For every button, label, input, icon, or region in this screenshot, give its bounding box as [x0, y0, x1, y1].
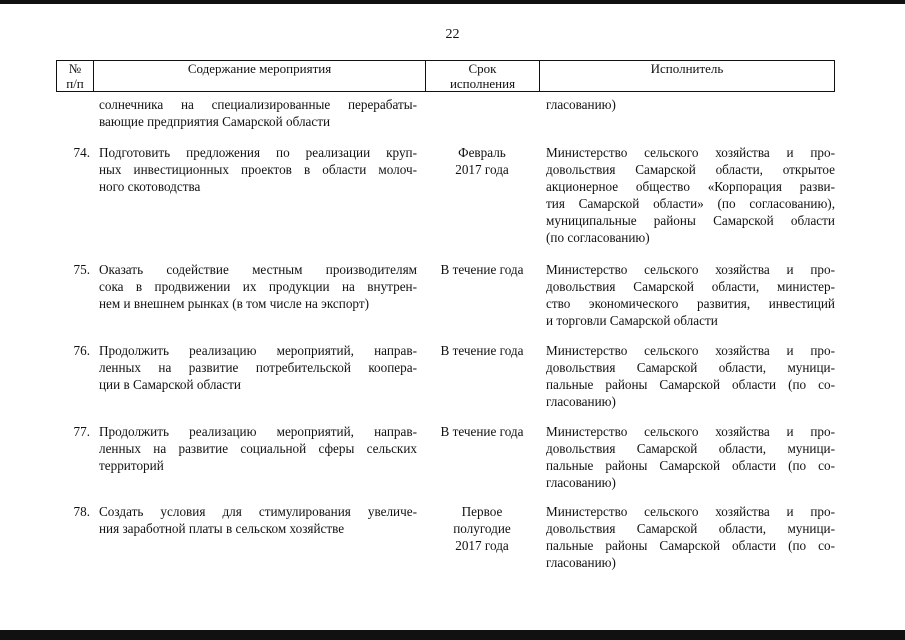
row-76-content: Продолжить реализацию мероприятий, направ- ленных на развитие потребительской коопера- ции в Самарской области [99, 343, 417, 392]
row-76-num: 76. [73, 343, 90, 358]
row-78-term: Первое полугодие 2017 года [453, 504, 511, 553]
row-75-num: 75. [73, 262, 90, 277]
row-76-executor: Министерство сельского хозяйства и про- довольствия Самарской области, муници- пальные районы Самарской области (по со- гласованию) [546, 343, 835, 409]
header-num: № п/п [56, 60, 94, 92]
row-74-num: 74. [73, 145, 90, 160]
row-78-executor: Министерство сельского хозяйства и про- довольствия Самарской области, муници- пальные районы Самарской области (по со- гласованию) [546, 504, 835, 570]
row-76-term: В течение года [440, 343, 524, 358]
row-77-term: В течение года [440, 424, 524, 439]
scan-border-bottom [0, 630, 905, 640]
row-75-executor: Министерство сельского хозяйства и про- довольствия Самарской области, министер- ство экономического развития, инвестиций и торговли Самарской области [546, 262, 835, 328]
header-executor: Исполнитель [539, 60, 835, 92]
row-77-num: 77. [73, 424, 90, 439]
row-77-content: Продолжить реализацию мероприятий, направ- ленных на развитие социальной сферы сельских территорий [99, 424, 417, 473]
row-78-num: 78. [73, 504, 90, 519]
scan-border-top [0, 0, 905, 4]
row-74-executor: Министерство сельского хозяйства и про- довольствия Самарской области, открытое акционерное общество «Корпорация разви- тия Самарской области» (по согласованию), муниципальные районы Самарской области (по согласованию) [546, 145, 835, 245]
header-term: Срок исполнения [425, 60, 540, 92]
page-number: 22 [445, 27, 460, 42]
continuation-executor: гласованию) [546, 97, 616, 112]
row-74-term: Февраль 2017 года [455, 145, 509, 177]
row-75-term: В течение года [440, 262, 524, 277]
row-77-executor: Министерство сельского хозяйства и про- довольствия Самарской области, муници- пальные районы Самарской области (по со- гласованию) [546, 424, 835, 490]
row-75-content: Оказать содействие местным производителям сока в продвижении их продукции на внутрен- нем и внешнем рынках (в том числе на экспорт) [99, 262, 417, 311]
header-content: Содержание мероприятия [93, 60, 426, 92]
row-74-content: Подготовить предложения по реализации круп- ных инвестиционных проектов в области молоч- ного скотоводства [99, 145, 417, 194]
continuation-content: солнечника на специализированные перерабаты- вающие предприятия Самарской области [99, 97, 417, 129]
row-78-content: Создать условия для стимулирования увеличе- ния заработной платы в сельском хозяйстве [99, 504, 417, 536]
